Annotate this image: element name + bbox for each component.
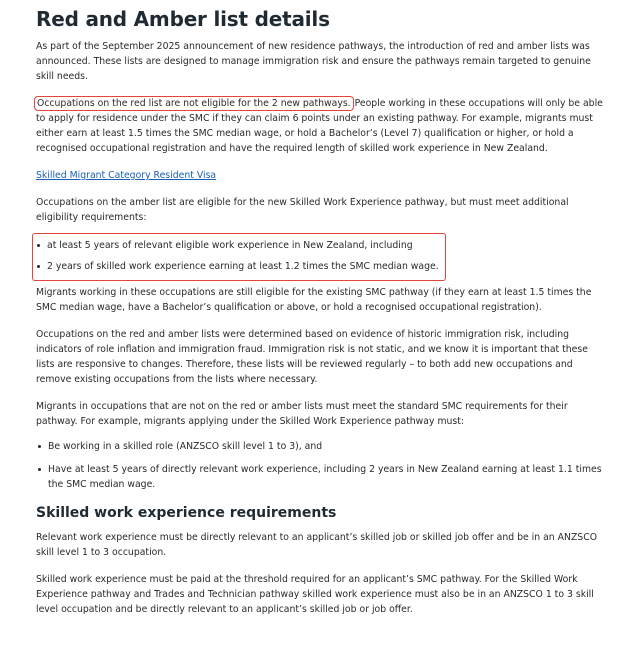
list-item: Be working in a skilled role (ANZSCO skill level 1 to 3), and — [36, 439, 604, 454]
not-on-lists-paragraph: Migrants in occupations that are not on the red or amber lists must meet the standard SMC requirements for their pathway. For example, migrants applying under the Skilled Work Experience pathway must: — [36, 401, 568, 427]
amber-intro-paragraph: Occupations on the amber list are eligible for the new Skilled Work Experience pathway, but must meet additional eligibility requirements: — [36, 197, 569, 223]
relevant-experience-paragraph: Relevant work experience must be directly relevant to an applicant’s skilled job or skilled job offer and be in an ANZSCO skill level 1 to 3 occupation. — [36, 532, 598, 558]
amber-existing-paragraph: Migrants working in these occupations are still eligible for the existing SMC pathway (if they earn at least 1.5 times the SMC median wage, have a Bachelor’s qualification or above, or hold a recognised occupational registration). — [36, 287, 592, 313]
paid-experience-paragraph: Skilled work experience must be paid at the threshold required for an applicant’s SMC pathway. For the Skilled Work Experience pathway and Trades and Technician pathway skilled work experience must also be in an ANZSCO 1 to 3 skill level occupation and be directly relevant to an applicant’s skilled job or job offer. — [36, 574, 594, 615]
intro-paragraph: As part of the September 2025 announcement of new residence pathways, the introduction of red and amber lists was announced. These lists are designed to manage immigration risk and ensure the pathways remain targeted to genuine skill needs. — [36, 41, 591, 82]
list-item: 2 years of skilled work experience earning at least 1.2 times the SMC median wage. — [35, 259, 439, 274]
red-list-detail: People working in these occupations will only be able to apply for residence under the SMC if they can claim 6 points under an existing pathway. For example, migrants must either earn at least 1.5 times the SMC median wage, or hold a Bachelor’s (Level 7) qualification or higher, or hold a recognised occupational registration and have the required length of skilled work experience in New Zealand. — [36, 98, 603, 154]
section-heading: Skilled work experience requirements — [36, 505, 337, 521]
red-list-paragraph — [36, 96, 604, 156]
amber-requirements-highlight — [32, 233, 446, 281]
list-item: Have at least 5 years of directly relevant work experience, including 2 years in New Zealand earning at least 1.1 times the SMC median wage. — [36, 462, 604, 492]
smc-resident-visa-link[interactable]: Skilled Migrant Category Resident Visa — [36, 170, 217, 181]
standard-requirements-list — [36, 439, 604, 492]
list-item: at least 5 years of relevant eligible work experience in New Zealand, including — [35, 238, 439, 253]
red-list-highlight: Occupations on the red list are not eligible for the 2 new pathways. — [37, 98, 351, 109]
page-title: Red and Amber list details — [36, 7, 330, 31]
evidence-paragraph: Occupations on the red and amber lists were determined based on evidence of historic immigration risk, including indicators of role inflation and immigration fraud. Immigration risk is not static, and we know it is important that these lists are responsive to changes. Therefore, these lists will be reviewed regularly – to both add new occupations and remove existing occupations from the lists where necessary. — [36, 329, 588, 385]
amber-requirements-list — [35, 238, 439, 274]
